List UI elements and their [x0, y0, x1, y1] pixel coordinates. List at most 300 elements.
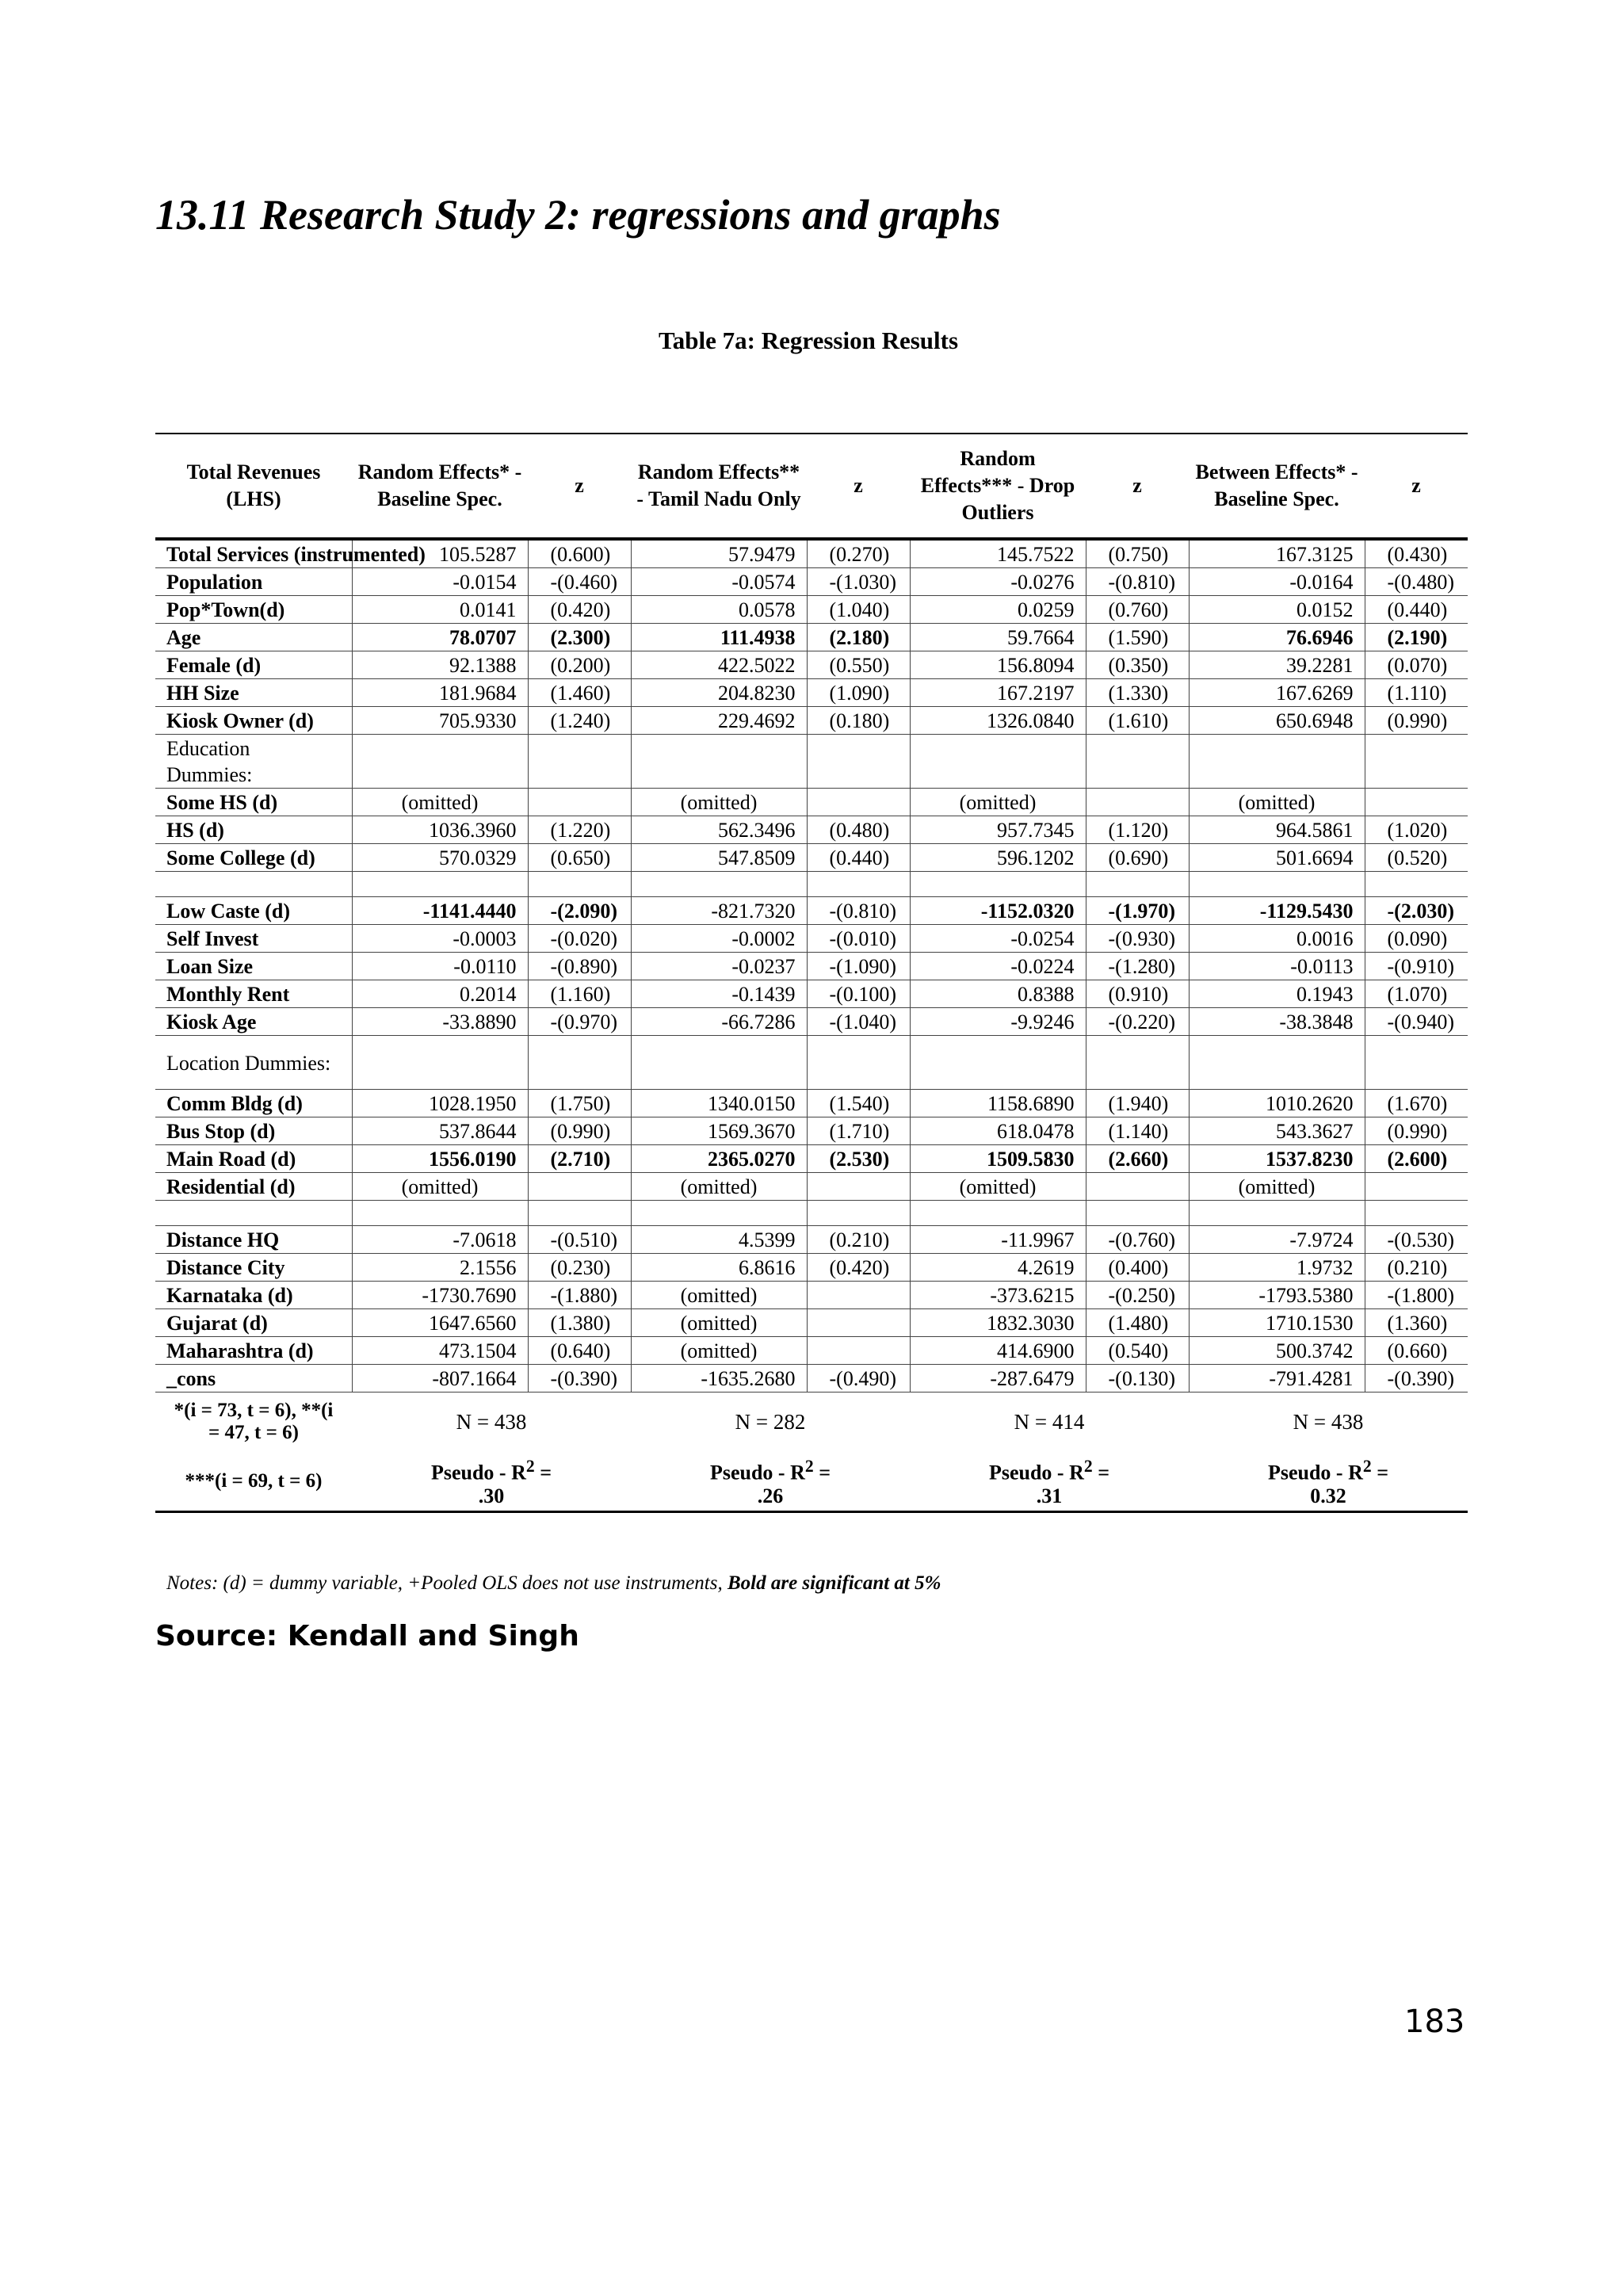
empty-cell: [528, 1036, 631, 1090]
coefficient-cell: 4.5399: [631, 1226, 807, 1254]
table-row: [155, 789, 1468, 816]
coefficient-cell: -1635.2680: [631, 1365, 807, 1392]
empty-cell: [807, 1036, 910, 1090]
table-row: [155, 816, 1468, 844]
z-stat-cell: -(0.390): [528, 1365, 631, 1392]
variable-label: Age: [155, 624, 352, 651]
z-stat-cell: (0.550): [807, 651, 910, 679]
coefficient-cell: -0.0002: [631, 925, 807, 953]
variable-label: Distance HQ: [155, 1226, 352, 1254]
coefficient-cell: 0.8388: [910, 980, 1086, 1008]
variable-label: Gujarat (d): [155, 1309, 352, 1337]
z-stat-cell: -(0.220): [1086, 1008, 1189, 1036]
source-line: Source: Kendall and Singh: [155, 1620, 579, 1652]
coefficient-cell: 596.1202: [910, 844, 1086, 872]
z-stat-cell: [807, 1309, 910, 1337]
coefficient-cell: -791.4281: [1189, 1365, 1365, 1392]
variable-label: Some College (d): [155, 844, 352, 872]
z-stat-cell: (0.350): [1086, 651, 1189, 679]
coefficient-cell: 0.0578: [631, 596, 807, 624]
z-stat-cell: -(1.970): [1086, 897, 1189, 925]
empty-cell: [352, 1201, 528, 1226]
empty-cell: [807, 735, 910, 789]
pseudo-r2: [910, 1451, 1189, 1512]
variable-label: Female (d): [155, 651, 352, 679]
coefficient-cell: 414.6900: [910, 1337, 1086, 1365]
coefficient-cell: 167.6269: [1189, 679, 1365, 707]
coefficient-cell: 0.2014: [352, 980, 528, 1008]
z-stat-cell: (0.420): [528, 596, 631, 624]
z-stat-cell: (0.070): [1365, 651, 1468, 679]
table-row: [155, 1008, 1468, 1036]
empty-cell: [910, 1201, 1086, 1226]
table-body: [155, 539, 1468, 1512]
model-header: Random Effects*** - Drop Outliers: [910, 434, 1086, 539]
empty-cell: [1365, 1201, 1468, 1226]
coefficient-cell: (omitted): [631, 789, 807, 816]
z-stat-cell: (0.760): [1086, 596, 1189, 624]
z-header: z: [1086, 434, 1189, 539]
empty-cell: [1086, 1201, 1189, 1226]
z-stat-cell: [1086, 1173, 1189, 1201]
empty-cell: [1365, 1036, 1468, 1090]
z-stat-cell: (2.300): [528, 624, 631, 651]
table-row: [155, 980, 1468, 1008]
coefficient-cell: -0.0003: [352, 925, 528, 953]
coefficient-cell: -0.0110: [352, 953, 528, 980]
z-stat-cell: (0.520): [1365, 844, 1468, 872]
z-stat-cell: (1.330): [1086, 679, 1189, 707]
coefficient-cell: -1129.5430: [1189, 897, 1365, 925]
section-label: Education Dummies:: [155, 735, 352, 789]
z-stat-cell: (0.210): [807, 1226, 910, 1254]
table-row: [155, 539, 1468, 568]
coefficient-cell: (omitted): [352, 789, 528, 816]
z-stat-cell: (2.190): [1365, 624, 1468, 651]
empty-cell: [1189, 735, 1365, 789]
empty-cell: [1189, 1201, 1365, 1226]
coefficient-cell: 156.8094: [910, 651, 1086, 679]
table-row: [155, 953, 1468, 980]
coefficient-cell: -821.7320: [631, 897, 807, 925]
pseudo-r2-eq: =: [813, 1461, 831, 1484]
z-stat-cell: (1.940): [1086, 1090, 1189, 1117]
z-stat-cell: -(0.020): [528, 925, 631, 953]
coefficient-cell: 957.7345: [910, 816, 1086, 844]
coefficient-cell: 1036.3960: [352, 816, 528, 844]
z-header: z: [528, 434, 631, 539]
z-stat-cell: (0.480): [807, 816, 910, 844]
z-stat-cell: -(1.090): [807, 953, 910, 980]
coefficient-cell: 0.0152: [1189, 596, 1365, 624]
variable-label: Residential (d): [155, 1173, 352, 1201]
coefficient-cell: -0.0113: [1189, 953, 1365, 980]
empty-cell: [1365, 735, 1468, 789]
variable-label: Main Road (d): [155, 1145, 352, 1173]
variable-label: Population: [155, 568, 352, 596]
empty-cell: [1365, 872, 1468, 897]
table-row: [155, 679, 1468, 707]
empty-cell: [1086, 1036, 1189, 1090]
z-stat-cell: -(0.760): [1086, 1226, 1189, 1254]
notes-bold: Bold are significant at 5%: [727, 1572, 941, 1594]
z-stat-cell: [1086, 789, 1189, 816]
empty-cell: [528, 1201, 631, 1226]
z-stat-cell: (0.540): [1086, 1337, 1189, 1365]
page-number: 183: [1404, 2004, 1465, 2040]
coefficient-cell: 2.1556: [352, 1254, 528, 1282]
coefficient-cell: -287.6479: [910, 1365, 1086, 1392]
z-stat-cell: (1.540): [807, 1090, 910, 1117]
coefficient-cell: 111.4938: [631, 624, 807, 651]
z-stat-cell: -(1.800): [1365, 1282, 1468, 1309]
empty-cell: [352, 1036, 528, 1090]
z-stat-cell: (0.200): [528, 651, 631, 679]
z-stat-cell: (1.220): [528, 816, 631, 844]
empty-cell: [528, 872, 631, 897]
coefficient-cell: (omitted): [631, 1337, 807, 1365]
empty-cell: [1086, 872, 1189, 897]
table-row: [155, 568, 1468, 596]
z-stat-cell: (0.990): [1365, 707, 1468, 735]
z-stat-cell: [1365, 789, 1468, 816]
coefficient-cell: -807.1664: [352, 1365, 528, 1392]
z-stat-cell: (1.160): [528, 980, 631, 1008]
coefficient-cell: 1158.6890: [910, 1090, 1086, 1117]
pseudo-r2-sup: 2: [804, 1456, 814, 1476]
table-header: [155, 434, 1468, 539]
coefficient-cell: -9.9246: [910, 1008, 1086, 1036]
section-heading: 13.11 Research Study 2: regressions and graphs: [155, 191, 1001, 239]
z-stat-cell: (2.660): [1086, 1145, 1189, 1173]
coefficient-cell: (omitted): [631, 1173, 807, 1201]
sample-size: N = 414: [1014, 1410, 1085, 1434]
z-stat-cell: (0.990): [528, 1117, 631, 1145]
z-stat-cell: (1.040): [807, 596, 910, 624]
coefficient-cell: 59.7664: [910, 624, 1086, 651]
variable-label: Distance City: [155, 1254, 352, 1282]
variable-label: Loan Size: [155, 953, 352, 980]
coefficient-cell: 570.0329: [352, 844, 528, 872]
z-stat-cell: (0.650): [528, 844, 631, 872]
z-stat-cell: (1.140): [1086, 1117, 1189, 1145]
z-stat-cell: -(0.510): [528, 1226, 631, 1254]
coefficient-cell: 1.9732: [1189, 1254, 1365, 1282]
z-stat-cell: (1.710): [807, 1117, 910, 1145]
notes-text: Notes: (d) = dummy variable, +Pooled OLS does not use instruments,: [166, 1572, 727, 1594]
z-stat-cell: -(0.490): [807, 1365, 910, 1392]
z-stat-cell: (0.600): [528, 539, 631, 568]
pseudo-r2: [631, 1451, 910, 1512]
z-stat-cell: -(0.250): [1086, 1282, 1189, 1309]
empty-cell: [155, 1201, 352, 1226]
coefficient-cell: -0.0224: [910, 953, 1086, 980]
pseudo-r2-value: 0.32: [1310, 1484, 1346, 1508]
pseudo-r2-value: .30: [478, 1484, 505, 1508]
variable-label: HH Size: [155, 679, 352, 707]
z-stat-cell: [528, 789, 631, 816]
coefficient-cell: -373.6215: [910, 1282, 1086, 1309]
z-stat-cell: (0.180): [807, 707, 910, 735]
coefficient-cell: 650.6948: [1189, 707, 1365, 735]
coefficient-cell: -0.0574: [631, 568, 807, 596]
section-row: [155, 735, 1468, 789]
coefficient-cell: (omitted): [1189, 789, 1365, 816]
table-row: [155, 1173, 1468, 1201]
coefficient-cell: 473.1504: [352, 1337, 528, 1365]
z-stat-cell: -(1.030): [807, 568, 910, 596]
coefficient-cell: 618.0478: [910, 1117, 1086, 1145]
coefficient-cell: 1647.6560: [352, 1309, 528, 1337]
coefficient-cell: 0.0016: [1189, 925, 1365, 953]
coefficient-cell: 105.5287: [352, 539, 528, 568]
pseudo-r2-label: Pseudo - R: [988, 1461, 1084, 1484]
sample-size: N = 438: [456, 1410, 527, 1434]
coefficient-cell: 78.0707: [352, 624, 528, 651]
coefficient-cell: 562.3496: [631, 816, 807, 844]
table-row: [155, 1337, 1468, 1365]
z-header: z: [807, 434, 910, 539]
empty-cell: [910, 872, 1086, 897]
empty-cell: [910, 735, 1086, 789]
table-row: [155, 1226, 1468, 1254]
coefficient-cell: 500.3742: [1189, 1337, 1365, 1365]
z-stat-cell: (1.070): [1365, 980, 1468, 1008]
z-stat-cell: (1.020): [1365, 816, 1468, 844]
footer-note-outliers: ***(i = 69, t = 6): [155, 1451, 352, 1512]
table-row: [155, 1090, 1468, 1117]
variable-label: Total Services (instrumented): [155, 539, 352, 568]
coefficient-cell: -33.8890: [352, 1008, 528, 1036]
table-row: [155, 1365, 1468, 1392]
coefficient-cell: -1730.7690: [352, 1282, 528, 1309]
coefficient-cell: 39.2281: [1189, 651, 1365, 679]
coefficient-cell: 204.8230: [631, 679, 807, 707]
table-notes: [166, 1572, 941, 1595]
empty-cell: [352, 872, 528, 897]
pseudo-r2-sup: 2: [525, 1456, 535, 1476]
pseudo-r2-sup: 2: [1362, 1456, 1372, 1476]
coefficient-cell: 547.8509: [631, 844, 807, 872]
table-row: [155, 925, 1468, 953]
table-row: [155, 1117, 1468, 1145]
pseudo-r2-eq: =: [1371, 1461, 1389, 1484]
z-stat-cell: (0.210): [1365, 1254, 1468, 1282]
z-stat-cell: -(1.040): [807, 1008, 910, 1036]
coefficient-cell: 1710.1530: [1189, 1309, 1365, 1337]
z-stat-cell: -(0.390): [1365, 1365, 1468, 1392]
coefficient-cell: 1569.3670: [631, 1117, 807, 1145]
z-stat-cell: [807, 1282, 910, 1309]
z-stat-cell: [807, 1337, 910, 1365]
table-row: [155, 1282, 1468, 1309]
coefficient-cell: 1556.0190: [352, 1145, 528, 1173]
z-stat-cell: (1.120): [1086, 816, 1189, 844]
z-stat-cell: (2.600): [1365, 1145, 1468, 1173]
table-row: [155, 707, 1468, 735]
z-stat-cell: -(0.970): [528, 1008, 631, 1036]
pseudo-r2-sup: 2: [1083, 1456, 1093, 1476]
coefficient-cell: 537.8644: [352, 1117, 528, 1145]
pseudo-r2-label: Pseudo - R: [1267, 1461, 1363, 1484]
variable-label: Kiosk Owner (d): [155, 707, 352, 735]
coefficient-cell: (omitted): [631, 1309, 807, 1337]
model-header: Random Effects* - Baseline Spec.: [352, 434, 528, 539]
coefficient-cell: (omitted): [1189, 1173, 1365, 1201]
coefficient-cell: -1793.5380: [1189, 1282, 1365, 1309]
z-stat-cell: (1.670): [1365, 1090, 1468, 1117]
variable-label: Low Caste (d): [155, 897, 352, 925]
empty-cell: [1086, 735, 1189, 789]
table-row: [155, 1309, 1468, 1337]
coefficient-cell: 1028.1950: [352, 1090, 528, 1117]
z-stat-cell: (2.530): [807, 1145, 910, 1173]
z-stat-cell: -(0.100): [807, 980, 910, 1008]
coefficient-cell: -11.9967: [910, 1226, 1086, 1254]
pseudo-r2-eq: =: [534, 1461, 552, 1484]
z-stat-cell: (0.420): [807, 1254, 910, 1282]
z-stat-cell: (1.590): [1086, 624, 1189, 651]
coefficient-cell: (omitted): [631, 1282, 807, 1309]
variable-label: Comm Bldg (d): [155, 1090, 352, 1117]
coefficient-cell: 1537.8230: [1189, 1145, 1365, 1173]
z-stat-cell: -(2.090): [528, 897, 631, 925]
coefficient-cell: 422.5022: [631, 651, 807, 679]
z-stat-cell: (0.750): [1086, 539, 1189, 568]
table-row: [155, 1145, 1468, 1173]
z-stat-cell: (0.440): [807, 844, 910, 872]
pseudo-r2-eq: =: [1092, 1461, 1110, 1484]
coefficient-cell: 181.9684: [352, 679, 528, 707]
z-stat-cell: (1.380): [528, 1309, 631, 1337]
empty-cell: [528, 735, 631, 789]
empty-cell: [807, 1201, 910, 1226]
z-stat-cell: -(0.130): [1086, 1365, 1189, 1392]
coefficient-cell: 0.1943: [1189, 980, 1365, 1008]
z-stat-cell: -(0.010): [807, 925, 910, 953]
coefficient-cell: 145.7522: [910, 539, 1086, 568]
empty-cell: [631, 735, 807, 789]
z-stat-cell: -(0.480): [1365, 568, 1468, 596]
pseudo-r2: [352, 1451, 631, 1512]
coefficient-cell: -66.7286: [631, 1008, 807, 1036]
z-stat-cell: (1.090): [807, 679, 910, 707]
z-stat-cell: -(0.940): [1365, 1008, 1468, 1036]
footer-n-row: [155, 1392, 1468, 1452]
coefficient-cell: 1832.3030: [910, 1309, 1086, 1337]
z-stat-cell: -(0.810): [1086, 568, 1189, 596]
z-stat-cell: -(0.460): [528, 568, 631, 596]
coefficient-cell: -7.0618: [352, 1226, 528, 1254]
footer-r2-row: [155, 1451, 1468, 1512]
empty-cell: [1189, 1036, 1365, 1090]
coefficient-cell: -0.0276: [910, 568, 1086, 596]
z-stat-cell: -(1.880): [528, 1282, 631, 1309]
z-stat-cell: -(0.930): [1086, 925, 1189, 953]
section-label: Location Dummies:: [155, 1036, 352, 1090]
empty-cell: [1189, 872, 1365, 897]
variable-label: Kiosk Age: [155, 1008, 352, 1036]
section-row: [155, 1036, 1468, 1090]
coefficient-cell: 92.1388: [352, 651, 528, 679]
sample-size: N = 438: [1293, 1410, 1364, 1434]
table-row: [155, 897, 1468, 925]
table-row: [155, 624, 1468, 651]
table-title: Table 7a: Regression Results: [658, 327, 959, 354]
variable-label: Maharashtra (d): [155, 1337, 352, 1365]
pseudo-r2-label: Pseudo - R: [709, 1461, 805, 1484]
spacer-row: [155, 872, 1468, 897]
z-stat-cell: (0.440): [1365, 596, 1468, 624]
lhs-header: Total Revenues (LHS): [155, 434, 352, 539]
sample-size: N = 282: [735, 1410, 806, 1434]
z-stat-cell: (2.180): [807, 624, 910, 651]
coefficient-cell: 229.4692: [631, 707, 807, 735]
coefficient-cell: 167.3125: [1189, 539, 1365, 568]
variable-label: Self Invest: [155, 925, 352, 953]
table-row: [155, 651, 1468, 679]
table-row: [155, 1254, 1468, 1282]
z-stat-cell: (0.660): [1365, 1337, 1468, 1365]
z-stat-cell: (0.090): [1365, 925, 1468, 953]
table-row: [155, 596, 1468, 624]
z-stat-cell: (1.750): [528, 1090, 631, 1117]
coefficient-cell: 4.2619: [910, 1254, 1086, 1282]
coefficient-cell: -0.0154: [352, 568, 528, 596]
coefficient-cell: 705.9330: [352, 707, 528, 735]
coefficient-cell: -38.3848: [1189, 1008, 1365, 1036]
coefficient-cell: 543.3627: [1189, 1117, 1365, 1145]
z-stat-cell: (1.240): [528, 707, 631, 735]
z-stat-cell: [807, 789, 910, 816]
coefficient-cell: 57.9479: [631, 539, 807, 568]
coefficient-cell: (omitted): [352, 1173, 528, 1201]
regression-table: [155, 433, 1468, 1513]
coefficient-cell: -0.0237: [631, 953, 807, 980]
z-stat-cell: -(0.890): [528, 953, 631, 980]
coefficient-cell: -0.0254: [910, 925, 1086, 953]
coefficient-cell: 1010.2620: [1189, 1090, 1365, 1117]
coefficient-cell: -1152.0320: [910, 897, 1086, 925]
coefficient-cell: 76.6946: [1189, 624, 1365, 651]
coefficient-cell: 2365.0270: [631, 1145, 807, 1173]
z-stat-cell: (1.110): [1365, 679, 1468, 707]
z-stat-cell: (0.690): [1086, 844, 1189, 872]
z-stat-cell: (1.610): [1086, 707, 1189, 735]
z-stat-cell: (2.710): [528, 1145, 631, 1173]
z-stat-cell: [807, 1173, 910, 1201]
z-stat-cell: (0.990): [1365, 1117, 1468, 1145]
coefficient-cell: 6.8616: [631, 1254, 807, 1282]
z-stat-cell: (0.270): [807, 539, 910, 568]
variable-label: HS (d): [155, 816, 352, 844]
z-header: z: [1365, 434, 1468, 539]
coefficient-cell: (omitted): [910, 1173, 1086, 1201]
z-stat-cell: (1.360): [1365, 1309, 1468, 1337]
pseudo-r2-label: Pseudo - R: [430, 1461, 526, 1484]
empty-cell: [910, 1036, 1086, 1090]
z-stat-cell: [1365, 1173, 1468, 1201]
coefficient-cell: -7.9724: [1189, 1226, 1365, 1254]
empty-cell: [631, 872, 807, 897]
variable-label: Monthly Rent: [155, 980, 352, 1008]
z-stat-cell: (0.640): [528, 1337, 631, 1365]
coefficient-cell: 1509.5830: [910, 1145, 1086, 1173]
coefficient-cell: -0.0164: [1189, 568, 1365, 596]
empty-cell: [631, 1036, 807, 1090]
pseudo-r2: [1189, 1451, 1468, 1512]
coefficient-cell: 0.0259: [910, 596, 1086, 624]
